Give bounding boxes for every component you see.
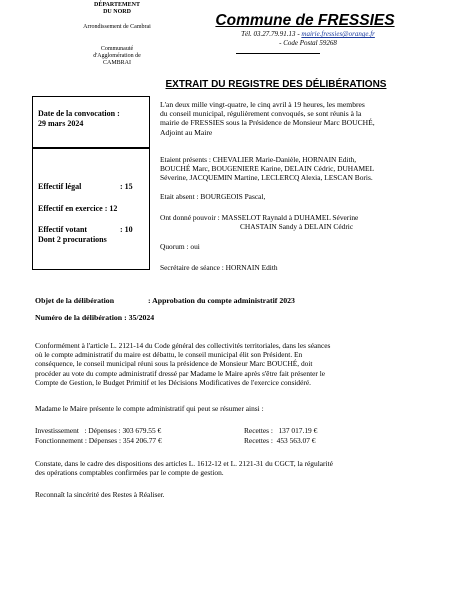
department-line2: DU NORD (103, 9, 131, 15)
commune-tel: Tél. 03.27.79.91.13 (241, 30, 296, 38)
effectif-votant-value: : 10 (120, 225, 133, 234)
communaute-line2: d'Agglomération de (93, 53, 141, 59)
presents-line: BOUCHÉ Marc, BOUGENIERE Karine, DELAIN Cédric, DUHAMEL (160, 164, 375, 174)
effectif-votant-label: Effectif votant (38, 225, 88, 234)
convocation-date: 29 mars 2024 (38, 119, 84, 128)
header-divider (236, 53, 320, 54)
contact-separator: - (295, 30, 302, 38)
investissement-recettes: Recettes : 137 017.19 € (244, 426, 318, 435)
presents-list (160, 155, 442, 183)
communaute-line1: Communauté (100, 46, 134, 52)
pouvoir-line1: Ont donné pouvoir : MASSELOT Raynald à DUHAMEL Séverine (160, 213, 359, 222)
intro-line: Adjoint au Maire (160, 127, 213, 137)
document-title: EXTRAIT DU REGISTRE DES DÉLIBÉRATIONS (165, 79, 387, 90)
arrondissement: Arrondissement de Cambrai (83, 24, 151, 30)
convocation-box (32, 96, 150, 148)
procurations: Dont 2 procurations (38, 235, 107, 244)
commune-contact (193, 30, 423, 48)
effectif-legal-label: Effectif légal (38, 182, 82, 191)
paragraph-line: Constate, dans le cadre des dispositions des articles L. 1612-12 et L. 2121-31 du CGCT, la régularité (35, 459, 333, 468)
investissement-depenses: Investissement : Dépenses : 303 679.55 € (35, 426, 162, 435)
fonctionnement-recettes: Recettes : 453 563.07 € (244, 436, 316, 445)
body-paragraph-2: Madame le Maire présente le compte administratif qui peut se résumer ainsi : (35, 404, 264, 413)
presents-line: Etaient présents : CHEVALIER Marie-Danièle, HORNAIN Edith, (160, 155, 357, 164)
effectif-exercice: Effectif en exercice : 12 (38, 204, 118, 213)
communaute-header (52, 46, 182, 67)
commune-postal: - Code Postal 59268 (279, 39, 337, 47)
paragraph-line: des opérations comptables confirmées par le compte de gestion. (35, 468, 224, 478)
intro-line: mairie de FRESSIES sous la Présidence de Monsieur Marc BOUCHÉ, (160, 118, 375, 128)
intro-line: du conseil municipal, régulièrement convoqués, se sont réunis à la (160, 109, 362, 119)
communaute-line3: CAMBRAI (102, 60, 131, 66)
commune-title: Commune de FRESSIES (215, 12, 395, 29)
department-header (62, 2, 172, 16)
paragraph-line: où le compte administratif du maire est débattu, le conseil municipal élit son Président. En (35, 350, 303, 360)
body-paragraph-4: Reconnaît la sincérité des Restes à Réaliser. (35, 490, 165, 499)
effectif-box (32, 148, 150, 270)
intro-line: L'an deux mille vingt-quatre, le cinq avril à 19 heures, les membres (160, 100, 365, 109)
secretaire-seance: Secrétaire de séance : HORNAIN Edith (160, 263, 278, 272)
convocation-label: Date de la convocation : (38, 109, 120, 118)
paragraph-line: procéder au vote du compte administratif dressé par Madame le Maire après s'être fait présenter le (35, 368, 326, 378)
commune-email-link[interactable]: mairie.fressies@orange.fr (301, 30, 375, 38)
department-line1: DÉPARTEMENT (93, 2, 140, 8)
body-paragraph-1 (35, 341, 435, 387)
pouvoir-line2: CHASTAIN Sandy à DELAIN Cédric (240, 222, 354, 231)
fonctionnement-depenses: Fonctionnement : Dépenses : 354 206.77 € (35, 436, 162, 445)
paragraph-line: Compte de Gestion, le Budget Primitif et les Décisions Modificatives de l'exercice considéré. (35, 377, 311, 387)
objet-label: Objet de la délibération (35, 296, 115, 305)
body-paragraph-3 (35, 459, 435, 477)
quorum: Quorum : oui (160, 242, 200, 251)
seance-intro (160, 100, 442, 137)
objet-value: : Approbation du compte administratif 2023 (148, 296, 295, 305)
paragraph-line: conséquence, le conseil municipal réuni sous la présidence de Monsieur Marc BOUCHÉ, doit (35, 359, 313, 369)
absent-line: Etait absent : BOURGEOIS Pascal, (160, 192, 266, 201)
paragraph-line: Conformément à l'article L. 2121-14 du Code général des collectivités territoriales, dans les séances (35, 341, 331, 350)
effectif-legal-value: : 15 (120, 182, 133, 191)
presents-line: Séverine, JACQUEMIN Martine, LECLERCQ Alexia, LESCAN Boris. (160, 173, 373, 183)
deliberation-number: Numéro de la délibération : 35/2024 (35, 313, 155, 322)
